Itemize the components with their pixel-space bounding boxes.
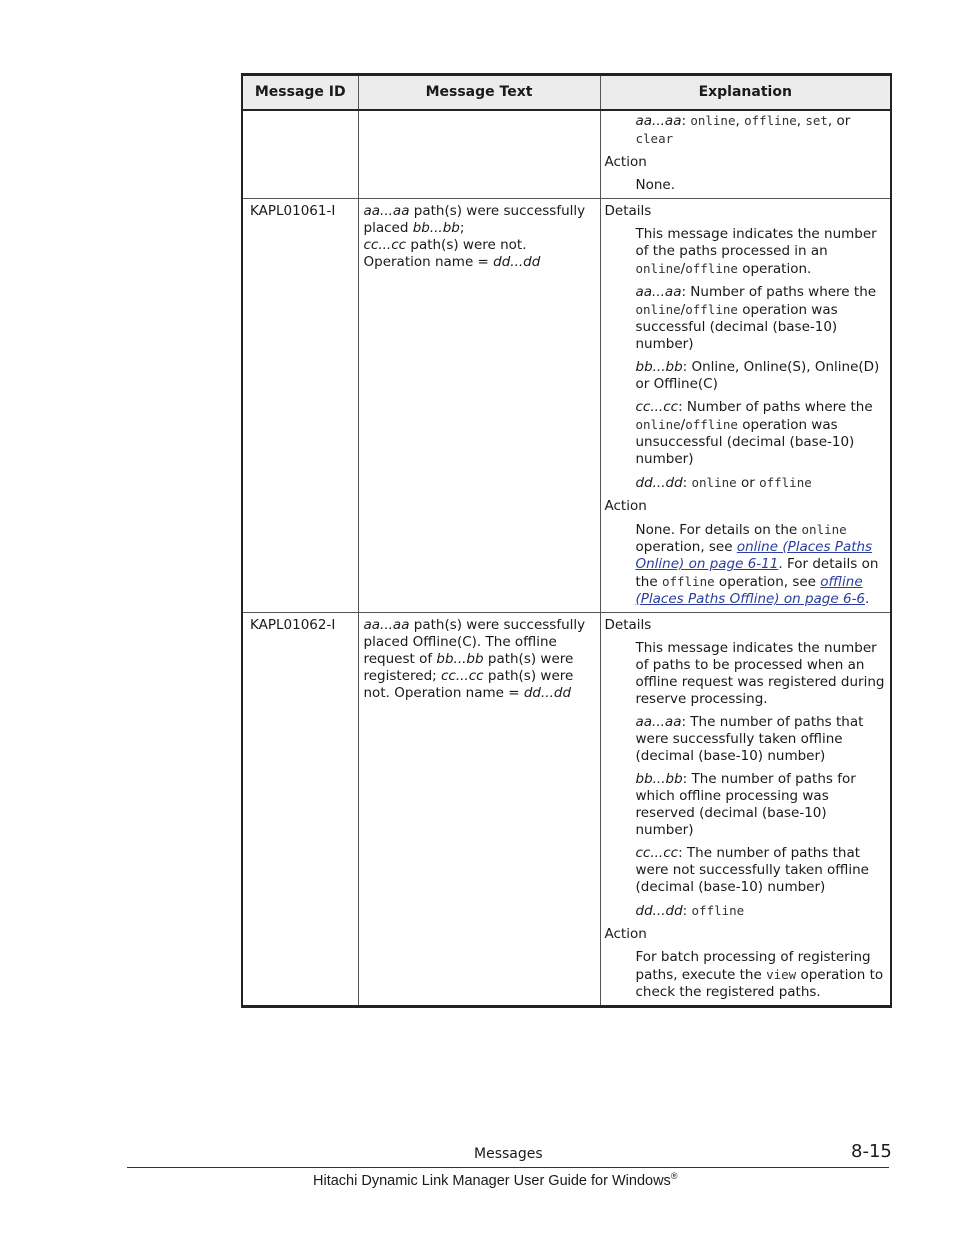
- message-id-cell: KAPL01061-I: [242, 199, 358, 613]
- footer-page-number: 8-15: [851, 1141, 892, 1162]
- explanation-cell: [600, 199, 891, 613]
- footer-document-title: Hitachi Dynamic Link Manager User Guide for Windows®: [313, 1171, 678, 1189]
- action-heading: Action: [604, 498, 647, 514]
- explanation-cell: [600, 110, 891, 199]
- details-item: aa...aa: Number of paths where the online/offline operation was successful (decimal (base-10) number): [635, 284, 877, 352]
- details-item: aa...aa: The number of paths that were successfully taken offline (decimal (base-10) number): [635, 714, 864, 764]
- details-text: This message indicates the number of the paths processed in an online/offline operation.: [635, 226, 877, 277]
- details-item: cc...cc: Number of paths where the online/offline operation was unsuccessful (decimal (base-10) number): [635, 399, 873, 467]
- table-row: [242, 199, 891, 613]
- message-text-cell: [358, 110, 600, 199]
- header-explanation: Explanation: [600, 75, 891, 111]
- action-text: None.: [635, 177, 676, 193]
- message-text-cell: aa...aa path(s) were successfully placed Offline(C). The offline request of bb...bb path(s) were registered; cc...cc path(s) were not. Operation name = dd...dd: [358, 613, 600, 1007]
- explanation-cell: [600, 613, 891, 1007]
- header-message-text: Message Text: [358, 75, 600, 111]
- online-command-link[interactable]: online (Places Paths Online) on page 6-11: [635, 539, 873, 572]
- header-message-id: Message ID: [242, 75, 358, 111]
- footer-section-name: Messages: [474, 1146, 543, 1162]
- footer-divider: [127, 1167, 889, 1168]
- action-heading: Action: [604, 154, 647, 170]
- table-row: [242, 613, 891, 1007]
- details-text: This message indicates the number of paths to be processed when an offline request was registered during reserve processing.: [635, 640, 885, 707]
- details-item: bb...bb: The number of paths for which offline processing was reserved (decimal (base-10) number): [635, 771, 856, 838]
- details-item: dd...dd: online or offline: [635, 475, 812, 491]
- details-item: cc...cc: The number of paths that were not successfully taken offline (decimal (base-10) number): [635, 845, 869, 895]
- action-text: For batch processing of registering paths, execute the view operation to check the registered paths.: [635, 949, 884, 1000]
- message-id-cell: KAPL01062-I: [242, 613, 358, 1007]
- message-id-cell: [242, 110, 358, 199]
- details-item: bb...bb: Online, Online(S), Online(D) or Offline(C): [635, 359, 880, 392]
- table-row: [242, 110, 891, 199]
- offline-command-link[interactable]: offline (Places Paths Offline) on page 6-6: [635, 574, 866, 607]
- details-heading: Details: [604, 203, 652, 219]
- details-item: dd...dd: offline: [635, 903, 745, 919]
- explanation-item: aa...aa: online, offline, set, or clear: [635, 113, 851, 146]
- table-header-row: [242, 75, 891, 111]
- action-text: None. For details on the online operation, see online (Places Paths Online) on page 6-11. For details on the offline operation, see offline (Places Paths Offline) on page 6-6.: [635, 522, 879, 607]
- details-heading: Details: [604, 617, 652, 633]
- message-text-cell: aa...aa path(s) were successfully placed bb...bb; cc...cc path(s) were not. Operation name = dd...dd: [358, 199, 600, 613]
- action-heading: Action: [604, 926, 647, 942]
- messages-table: [241, 73, 892, 1008]
